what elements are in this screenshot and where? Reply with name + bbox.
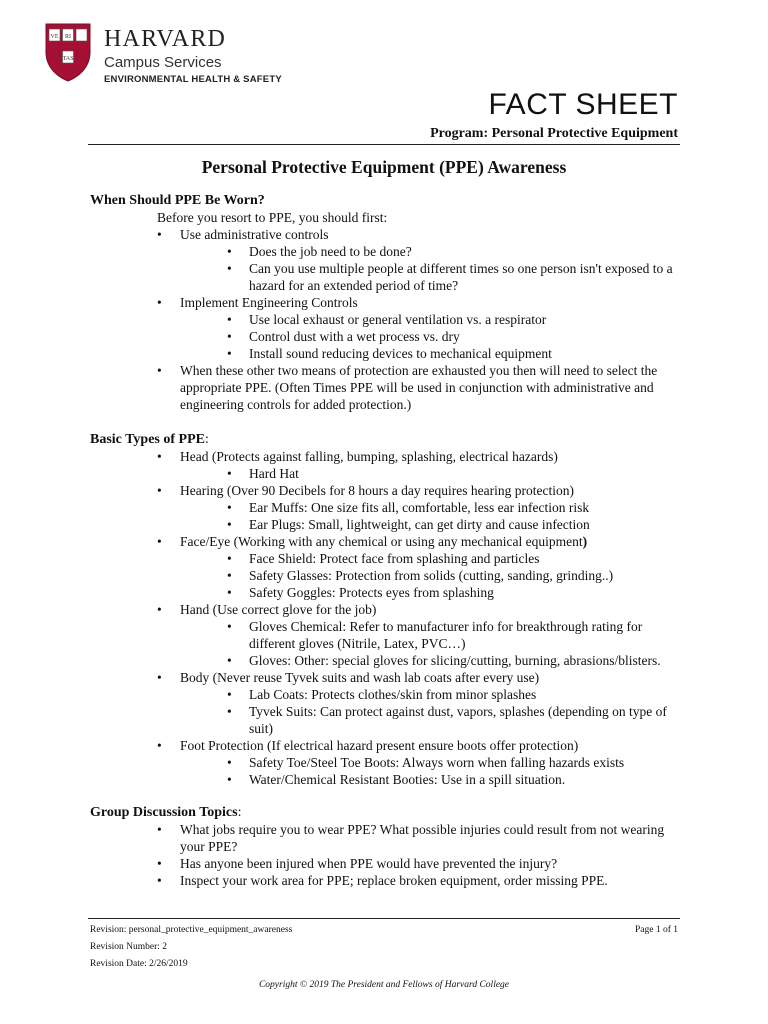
list-item xyxy=(157,533,690,601)
sub-list-item: • Lab Coats: Protects clothes/skin from minor splashes xyxy=(227,686,690,703)
sub-list-item: • Safety Glasses: Protection from solids (cutting, sanding, grinding..) xyxy=(227,567,690,584)
page-number: Page 1 of 1 xyxy=(634,925,678,935)
revision-name: Revision: personal_protective_equipment_awareness xyxy=(90,925,293,935)
list-item-text: Foot Protection (If electrical hazard present ensure boots offer protection) xyxy=(180,738,579,753)
list-item-text: Head (Protects against falling, bumping, splashing, electrical hazards) xyxy=(180,449,558,464)
sub-list-item: • Does the job need to be done? xyxy=(227,243,690,260)
revision-date: Revision Date: 2/26/2019 xyxy=(90,959,188,969)
sub-list-item: • Control dust with a wet process vs. dry xyxy=(227,328,690,345)
motto-tas: TAS xyxy=(62,56,74,62)
revision-number: Revision Number: 2 xyxy=(90,942,168,952)
sub-list-item: • Water/Chemical Resistant Booties: Use in a spill situation. xyxy=(227,771,690,788)
sub-list-item: • Can you use multiple people at different times so one person isn't exposed to a hazard for an extended period of time? xyxy=(227,260,690,294)
sub-list-item: • Face Shield: Protect face from splashing and particles xyxy=(227,550,690,567)
list-item: • Inspect your work area for PPE; replace broken equipment, order missing PPE. xyxy=(157,872,690,889)
section-heading-types xyxy=(90,431,690,448)
doc-type-title: FACT SHEET xyxy=(488,88,678,121)
heading-suffix: : xyxy=(237,805,242,820)
list-item: • Has anyone been injured when PPE would have prevented the injury? xyxy=(157,855,690,872)
list-item xyxy=(157,482,690,533)
sub-list-item: • Use local exhaust or general ventilation vs. a respirator xyxy=(227,311,690,328)
closing-paren: ) xyxy=(582,534,588,549)
sub-list-item: • Tyvek Suits: Can protect against dust, vapors, splashes (depending on type of suit) xyxy=(227,703,690,737)
when-list xyxy=(157,226,690,413)
section-intro: Before you resort to PPE, you should first: xyxy=(157,210,388,225)
list-item-text: Use administrative controls xyxy=(180,227,329,242)
sub-list-item: • Safety Goggles: Protects eyes from splashing xyxy=(227,584,690,601)
list-item xyxy=(157,226,690,294)
discussion-list xyxy=(157,821,690,889)
sub-list xyxy=(227,754,690,788)
list-item-text: Hearing (Over 90 Decibels for 8 hours a day requires hearing protection) xyxy=(180,483,574,498)
header-divider xyxy=(88,144,680,145)
department-name: Campus Services xyxy=(104,54,222,71)
page-header xyxy=(44,20,684,90)
sub-list-item: • Gloves: Other: special gloves for slicing/cutting, burning, abrasions/blisters. xyxy=(227,652,690,669)
sub-list-item: • Hard Hat xyxy=(227,465,690,482)
list-item: • When these other two means of protection are exhausted you then will need to select the appropriate PPE. (Often Times PPE will be used in conjunction with administrative and engineering controls for added protection.) xyxy=(157,362,690,413)
list-item xyxy=(157,669,690,737)
section-heading-when: When Should PPE Be Worn? xyxy=(90,193,265,208)
heading-text: Basic Types of PPE xyxy=(90,432,205,447)
footer-divider xyxy=(88,918,680,919)
sub-list-item: • Safety Toe/Steel Toe Boots: Always worn when falling hazards exists xyxy=(227,754,690,771)
motto-ri: RI xyxy=(65,34,71,40)
institution-name: HARVARD xyxy=(104,26,227,52)
sub-list xyxy=(227,243,690,294)
list-item xyxy=(157,448,690,482)
sub-list-item: • Ear Plugs: Small, lightweight, can get dirty and cause infection xyxy=(227,516,690,533)
list-item xyxy=(157,737,690,788)
list-item-text: Body (Never reuse Tyvek suits and wash lab coats after every use) xyxy=(180,670,540,685)
document-body xyxy=(90,192,690,889)
section-heading-discussion xyxy=(90,804,690,821)
list-item xyxy=(157,294,690,362)
sub-list xyxy=(227,499,690,533)
sub-list xyxy=(227,686,690,737)
sub-list xyxy=(227,465,690,482)
sub-list xyxy=(227,550,690,601)
harvard-shield-icon xyxy=(44,22,92,82)
logo-text xyxy=(104,26,282,85)
list-item: • What jobs require you to wear PPE? What possible injuries could result from not wearing your PPE? xyxy=(157,821,690,855)
heading-text: Group Discussion Topics xyxy=(90,805,238,820)
program-label: Program: Personal Protective Equipment xyxy=(430,126,678,141)
sub-list-item: • Ear Muffs: One size fits all, comfortable, less ear infection risk xyxy=(227,499,690,516)
list-item-text: Hand (Use correct glove for the job) xyxy=(180,602,377,617)
motto-ve: VE xyxy=(50,34,59,40)
list-item-text: Implement Engineering Controls xyxy=(180,295,358,310)
list-item xyxy=(157,601,690,669)
list-item-text: Face/Eye (Working with any chemical or using any mechanical equipment xyxy=(180,534,583,549)
division-name: ENVIRONMENTAL HEALTH & SAFETY xyxy=(104,74,282,85)
document-title: Personal Protective Equipment (PPE) Awareness xyxy=(201,157,567,177)
heading-suffix: : xyxy=(205,432,209,447)
sub-list xyxy=(227,311,690,362)
sub-list-item: • Install sound reducing devices to mechanical equipment xyxy=(227,345,690,362)
sub-list xyxy=(227,618,690,669)
types-list xyxy=(157,448,690,788)
copyright-notice: Copyright © 2019 The President and Fellows of Harvard College xyxy=(258,980,510,990)
sub-list-item: • Gloves Chemical: Refer to manufacturer info for breakthrough rating for different gloves (Nitrile, Latex, PVC…) xyxy=(227,618,690,652)
footer-revision-info xyxy=(90,922,292,973)
